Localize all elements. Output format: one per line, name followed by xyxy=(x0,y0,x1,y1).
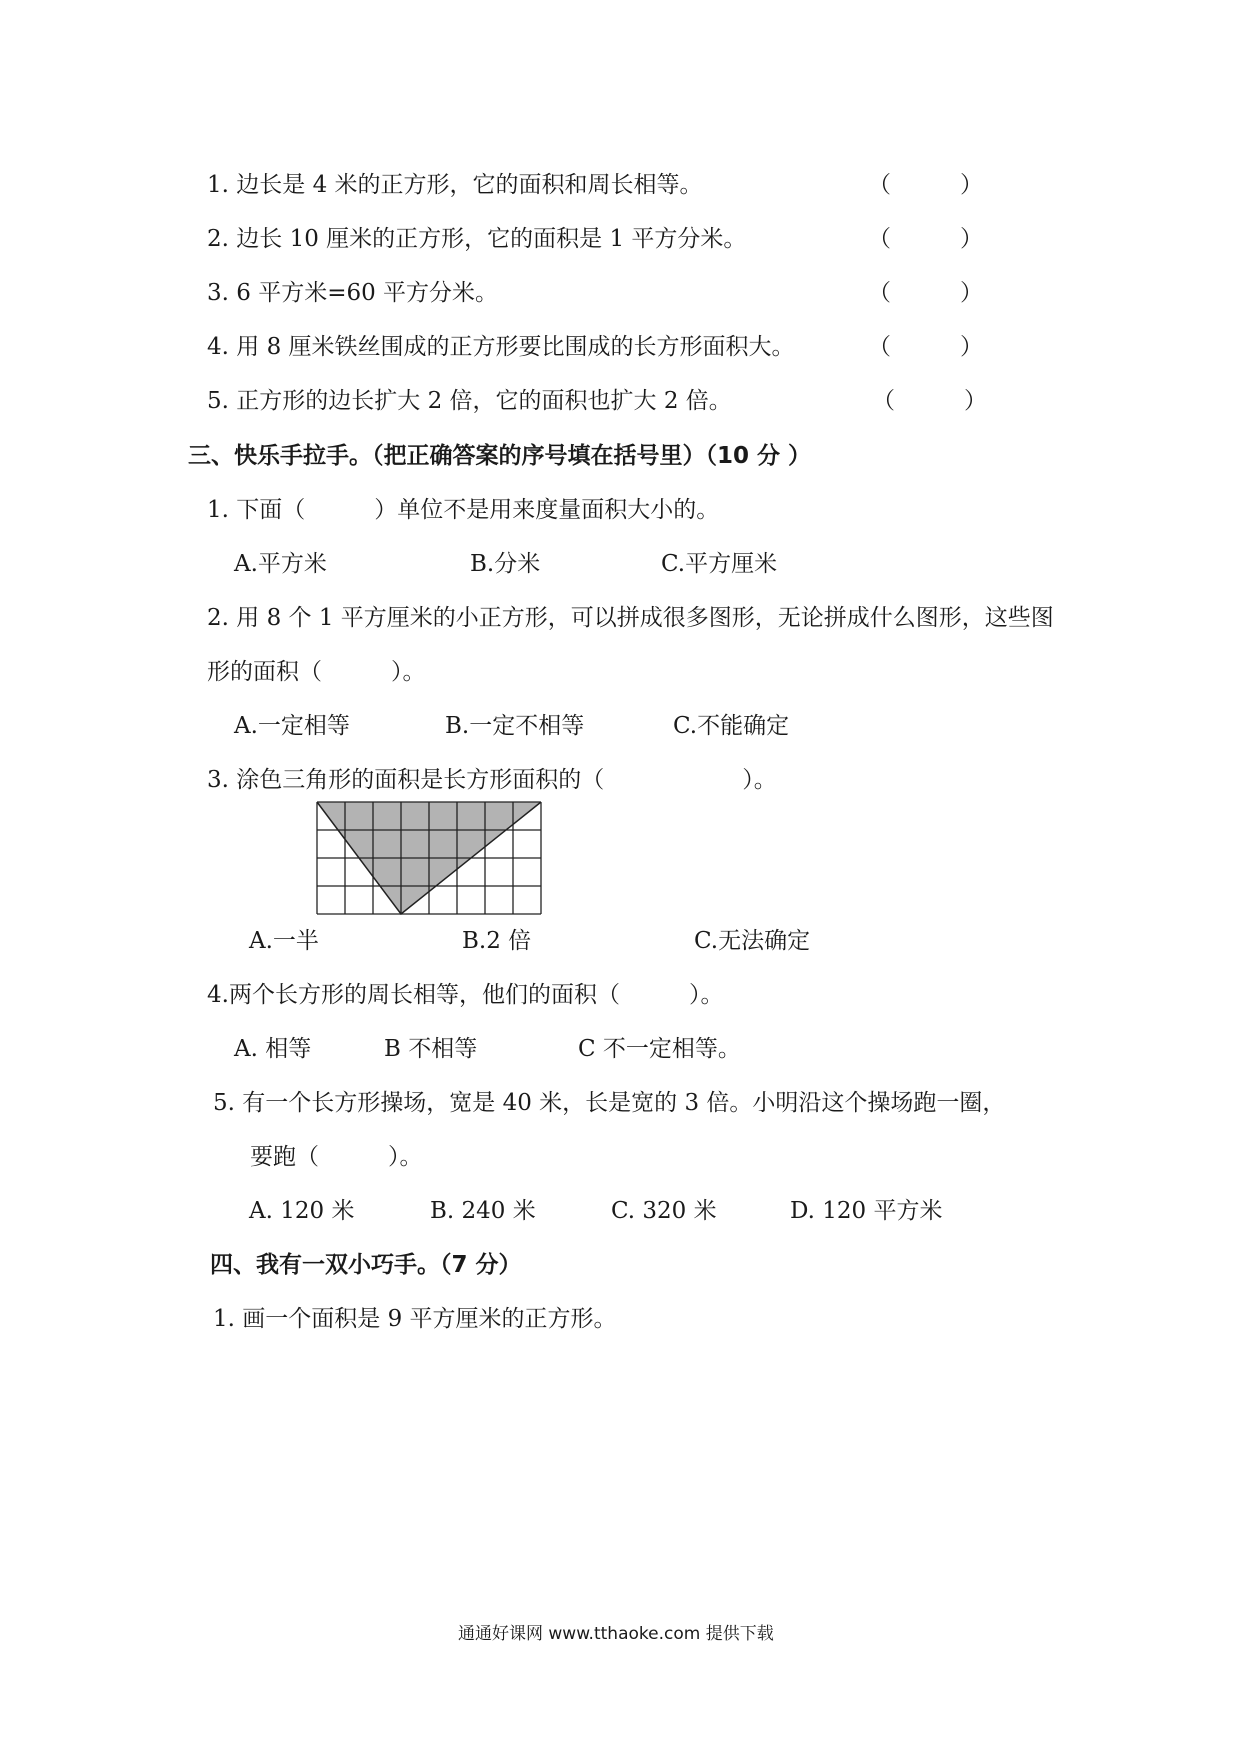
judge-item-5: 5. 正方形的边长扩大 2 倍，它的面积也扩大 2 倍。 xyxy=(207,388,732,414)
s3-q4-option-c[interactable]: C 不一定相等。 xyxy=(578,1036,741,1062)
s3-q4-option-b[interactable]: B 不相等 xyxy=(384,1036,478,1062)
s3-q4-text: 4.两个长方形的周长相等，他们的面积（ ）。 xyxy=(207,982,724,1008)
s3-q2-option-b[interactable]: B.一定不相等 xyxy=(445,713,585,739)
s3-q2-line2: 形的面积（ ）。 xyxy=(207,659,426,685)
s3-q2-option-c[interactable]: C.不能确定 xyxy=(673,713,790,739)
judge-item-3: 3. 6 平方米=60 平方分米。 xyxy=(207,280,499,306)
footer-source: 通通好课网 www.tthaoke.com 提供下载 xyxy=(458,1624,774,1644)
s3-q1-option-b[interactable]: B.分米 xyxy=(470,551,541,577)
s3-q5-line2: 要跑（ ）。 xyxy=(250,1144,423,1170)
section-4-heading: 四、我有一双小巧手。（7 分） xyxy=(210,1252,522,1278)
judge-answer-3[interactable]: （ ） xyxy=(868,280,983,306)
s3-q5-option-d[interactable]: D. 120 平方米 xyxy=(790,1198,943,1224)
s3-q5-option-a[interactable]: A. 120 米 xyxy=(249,1198,355,1224)
s3-q3-option-a[interactable]: A.一半 xyxy=(249,928,319,954)
s3-q1-text: 1. 下面（ ）单位不是用来度量面积大小的。 xyxy=(207,497,720,523)
s3-q2-option-a[interactable]: A.一定相等 xyxy=(234,713,350,739)
s3-q5-option-c[interactable]: C. 320 米 xyxy=(611,1198,717,1224)
judge-answer-5[interactable]: （ ） xyxy=(872,388,987,414)
s3-q5-option-b[interactable]: B. 240 米 xyxy=(430,1198,536,1224)
judge-answer-4[interactable]: （ ） xyxy=(868,334,983,360)
s4-q1-text: 1. 画一个面积是 9 平方厘米的正方形。 xyxy=(213,1306,617,1332)
judge-answer-2[interactable]: （ ） xyxy=(868,226,983,252)
triangle-grid-figure xyxy=(316,801,542,915)
judge-answer-1[interactable]: （ ） xyxy=(868,172,983,198)
s3-q2-line1: 2. 用 8 个 1 平方厘米的小正方形，可以拼成很多图形，无论拼成什么图形，这些图 xyxy=(207,605,1054,631)
s3-q3-option-b[interactable]: B.2 倍 xyxy=(462,928,532,954)
s3-q5-line1: 5. 有一个长方形操场，宽是 40 米，长是宽的 3 倍。小明沿这个操场跑一圈， xyxy=(213,1090,1006,1116)
judge-item-2: 2. 边长 10 厘米的正方形，它的面积是 1 平方分米。 xyxy=(207,226,747,252)
s3-q3-option-c[interactable]: C.无法确定 xyxy=(694,928,811,954)
s3-q3-text: 3. 涂色三角形的面积是长方形面积的（ ）。 xyxy=(207,767,777,793)
s3-q1-option-a[interactable]: A.平方米 xyxy=(234,551,327,577)
judge-item-4: 4. 用 8 厘米铁丝围成的正方形要比围成的长方形面积大。 xyxy=(207,334,795,360)
judge-item-1: 1. 边长是 4 米的正方形，它的面积和周长相等。 xyxy=(207,172,703,198)
s3-q1-option-c[interactable]: C.平方厘米 xyxy=(661,551,778,577)
section-3-heading: 三、快乐手拉手。（把正确答案的序号填在括号里）（10 分 ） xyxy=(188,443,812,469)
s3-q4-option-a[interactable]: A. 相等 xyxy=(234,1036,312,1062)
